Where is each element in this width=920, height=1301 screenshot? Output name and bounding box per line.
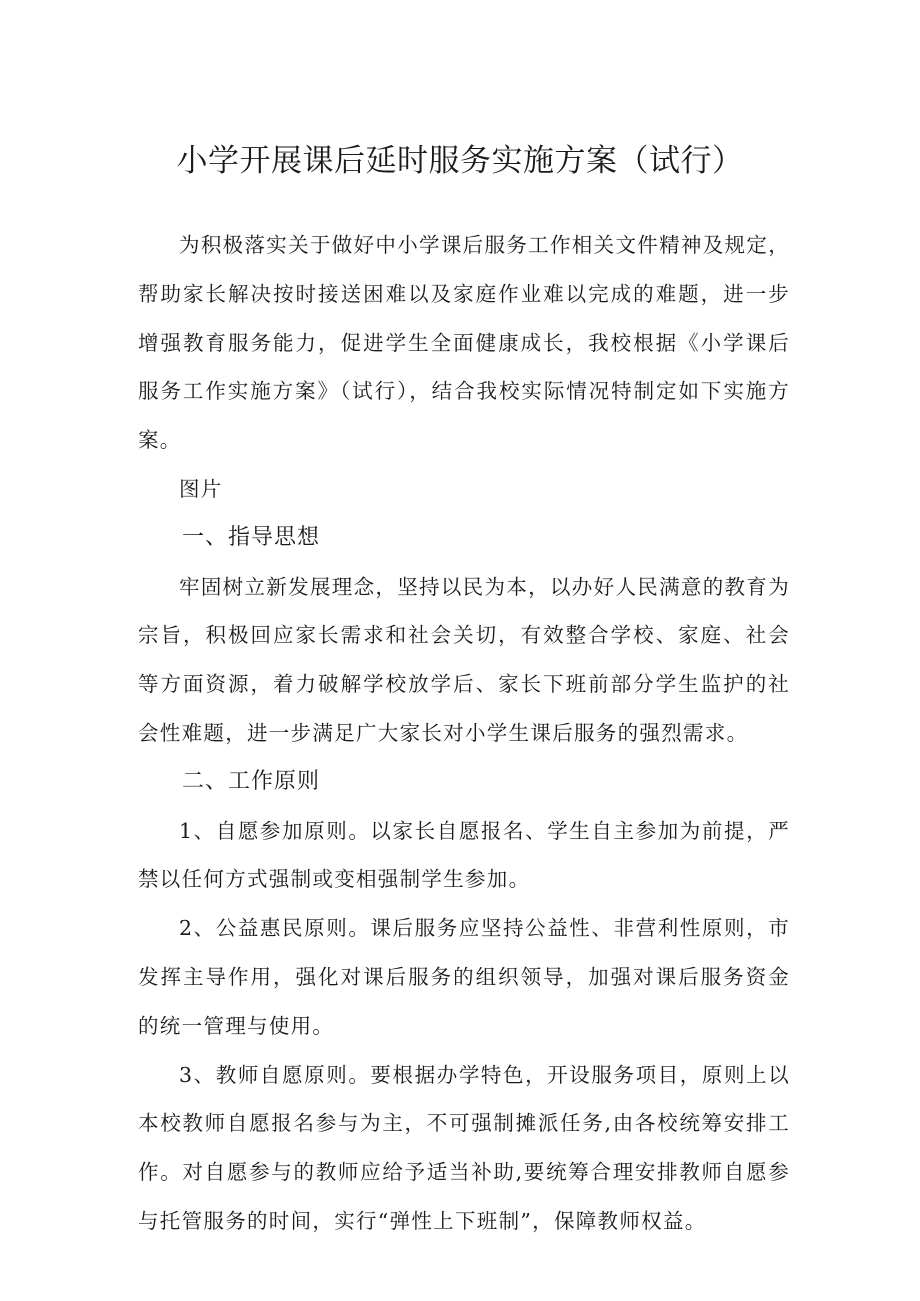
principle-paragraph-public-welfare: 2、公益惠民原则。课后服务应坚持公益性、非营利性原则，市发挥主导作用，强化对课后服务的组织领导，加强对课后服务资金的统一管理与使用。 xyxy=(138,916,790,1038)
intro-paragraph: 为积极落实关于做好中小学课后服务工作相关文件精神及规定，帮助家长解决按时接送困难以及家庭作业难以完成的难题，进一步增强教育服务能力，促进学生全面健康成长，我校根据《小学课后服务工作实施方案》（试行），结合我校实际情况特制定如下实施方案。 xyxy=(138,233,790,453)
principle-paragraph-teacher-voluntary: 3、教师自愿原则。要根据办学特色，开设服务项目，原则上以本校教师自愿报名参与为主，不可强制摊派任务,由各校统筹安排工作。对自愿参与的教师应给予适当补助,要统筹合理安排教师自愿参与托管服务的时间，实行“弹性上下班制”，保障教师权益。 xyxy=(138,1062,790,1233)
image-placeholder-text: 图片 xyxy=(179,476,223,501)
section-paragraph: 牢固树立新发展理念，坚持以民为本，以办好人民满意的教育为宗旨，积极回应家长需求和社会关切，有效整合学校、家庭、社会等方面资源，着力破解学校放学后、家长下班前部分学生监护的社会性难题，进一步满足广大家长对小学生课后服务的强烈需求。 xyxy=(138,574,790,745)
section-heading-work-principles: 二、工作原则 xyxy=(182,768,321,794)
document-title: 小学开展课后延时服务实施方案（试行） xyxy=(176,143,744,179)
document-body xyxy=(138,221,790,1246)
section-heading-guiding-ideology: 一、指导思想 xyxy=(182,524,321,550)
principle-paragraph-voluntary: 1、自愿参加原则。以家长自愿报名、学生自主参加为前提，严禁以任何方式强制或变相强制学生参加。 xyxy=(138,818,790,892)
